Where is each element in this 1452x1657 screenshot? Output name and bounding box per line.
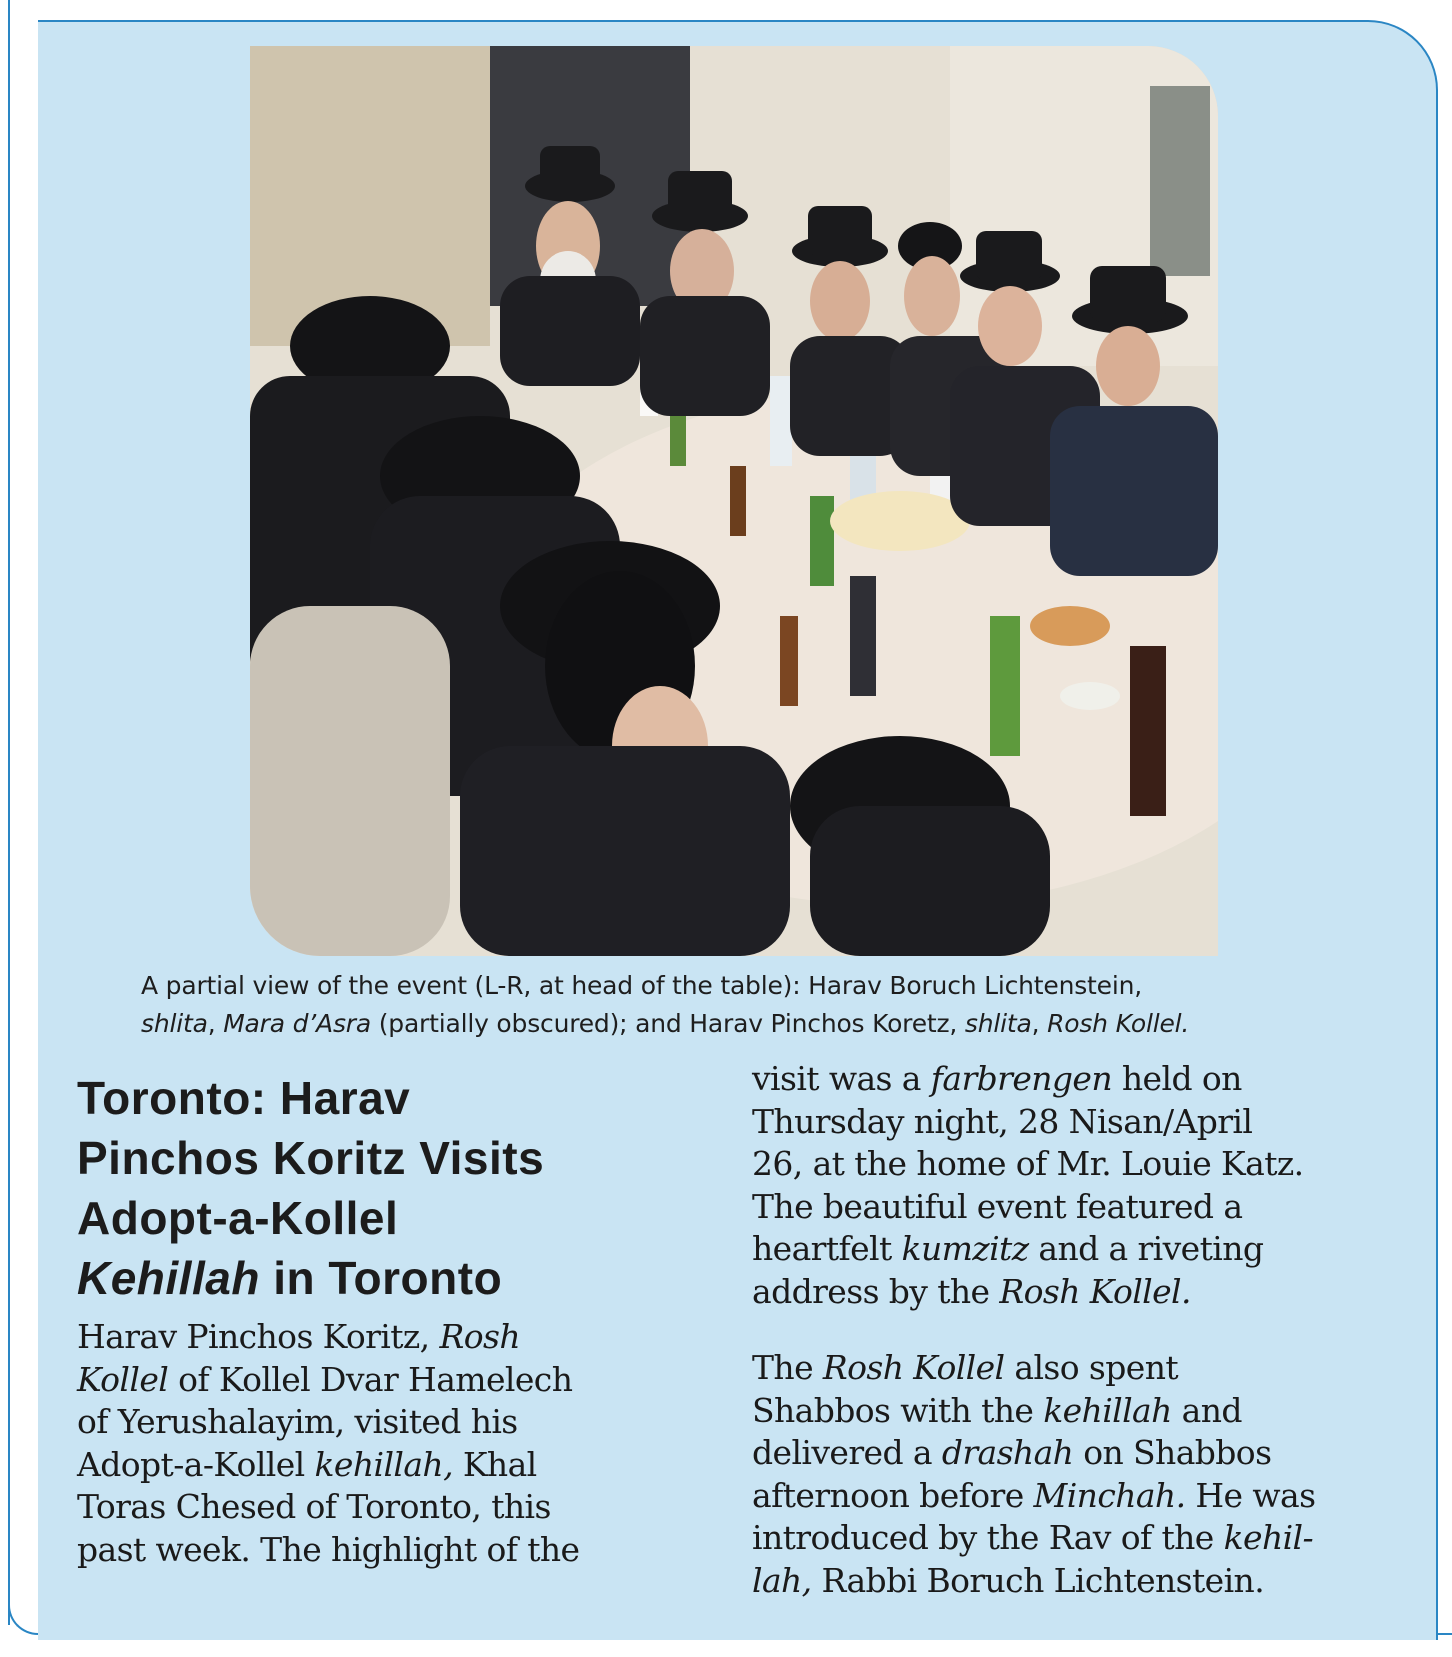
body-text: address by the — [752, 1271, 1000, 1311]
caption-term-shlita: shlita — [141, 1009, 208, 1038]
paragraph-2 — [752, 1347, 1392, 1602]
headline-line-1: Toronto: Harav — [77, 1072, 411, 1124]
body-text: He was — [1185, 1475, 1316, 1515]
body-text: The — [752, 1348, 823, 1387]
body-line — [77, 1444, 677, 1487]
body-text: Shabbos with the — [752, 1390, 1044, 1430]
caption-text: (partially obscured); and Harav Pinchos Koretz, — [370, 1009, 965, 1038]
event-photo — [250, 46, 1218, 956]
body-line — [77, 1316, 677, 1359]
body-term: Rosh Kollel — [822, 1348, 1005, 1387]
caption-text: , — [1031, 1009, 1048, 1038]
body-line: Toras Chesed of Toronto, this — [77, 1487, 551, 1526]
body-text: also spent — [1004, 1348, 1179, 1387]
body-text: of Kollel Dvar Hamelech — [168, 1359, 573, 1399]
caption-term-shlita: shlita — [964, 1009, 1032, 1038]
caption-term-rosh-kollel: Rosh Kollel. — [1047, 1009, 1190, 1038]
body-term: Minchah. — [1033, 1475, 1186, 1515]
body-text: introduced by the Rav of the — [752, 1518, 1224, 1557]
article-body-right-column — [752, 1058, 1392, 1602]
body-text: heartfelt — [752, 1229, 902, 1268]
body-line — [77, 1359, 677, 1402]
body-text: delivered a — [752, 1433, 942, 1472]
body-line — [752, 1560, 1392, 1603]
caption-line-1: A partial view of the event (L-R, at head of the table): Harav Boruch Lichtenstein, — [141, 971, 1142, 1000]
body-text: Rabbi Boruch Lichtenstein. — [811, 1560, 1265, 1600]
body-term: Rosh Kollel. — [999, 1271, 1191, 1311]
body-line — [752, 1517, 1392, 1560]
paragraph-1 — [752, 1058, 1392, 1313]
body-line: past week. The highlight of the — [77, 1529, 580, 1569]
body-line: of Yerushalayim, visited his — [77, 1402, 518, 1441]
body-term: farbrengen — [930, 1059, 1113, 1098]
headline-line-3: Adopt-a-Kollel — [77, 1192, 399, 1244]
caption-term-mara-dasra: Mara d’Asra — [223, 1009, 371, 1038]
article-headline — [77, 1068, 677, 1308]
body-text: and — [1171, 1390, 1242, 1430]
body-term: kumzitz — [901, 1229, 1029, 1268]
headline-term-kehillah: Kehillah — [77, 1252, 260, 1304]
body-term: kehil- — [1223, 1518, 1314, 1557]
headline-text: in Toronto — [259, 1252, 503, 1304]
body-line: Thursday night, 28 Nisan/April — [752, 1101, 1253, 1141]
article-body-left-column — [77, 1316, 677, 1571]
body-term: drashah — [941, 1433, 1074, 1472]
body-text: afternoon before — [752, 1475, 1034, 1515]
body-line — [752, 1390, 1392, 1433]
body-text: Adopt-a-Kollel — [77, 1444, 315, 1484]
body-term: kehillah, — [314, 1444, 453, 1484]
paragraph-gap — [752, 1313, 1392, 1347]
body-line: 26, at the home of Mr. Louie Katz. — [752, 1144, 1304, 1183]
headline-line-2: Pinchos Koritz Visits — [77, 1132, 545, 1184]
body-term: kehillah — [1043, 1390, 1172, 1430]
body-line — [752, 1058, 1392, 1101]
caption-line-2 — [141, 1005, 1371, 1043]
body-text: Khal — [452, 1444, 537, 1484]
body-term: Rosh — [439, 1317, 520, 1356]
body-line: The beautiful event featured a — [752, 1186, 1243, 1226]
headline-line-4 — [77, 1248, 677, 1308]
body-line — [752, 1271, 1392, 1314]
body-line — [752, 1347, 1392, 1390]
left-border-rule — [8, 0, 10, 1625]
body-text: and a riveting — [1028, 1229, 1264, 1268]
body-term: Kollel — [77, 1359, 169, 1399]
body-line — [752, 1432, 1392, 1475]
body-line — [752, 1475, 1392, 1518]
body-term: lah, — [752, 1560, 812, 1600]
photo-caption — [141, 967, 1371, 1043]
caption-text: , — [207, 1009, 224, 1038]
body-line — [752, 1228, 1392, 1271]
body-text: on Shabbos — [1073, 1433, 1272, 1472]
body-text: Harav Pinchos Koritz, — [77, 1317, 440, 1356]
body-text: held on — [1112, 1059, 1242, 1098]
event-photo-illustration — [250, 46, 1218, 956]
body-text: visit was a — [752, 1059, 931, 1098]
